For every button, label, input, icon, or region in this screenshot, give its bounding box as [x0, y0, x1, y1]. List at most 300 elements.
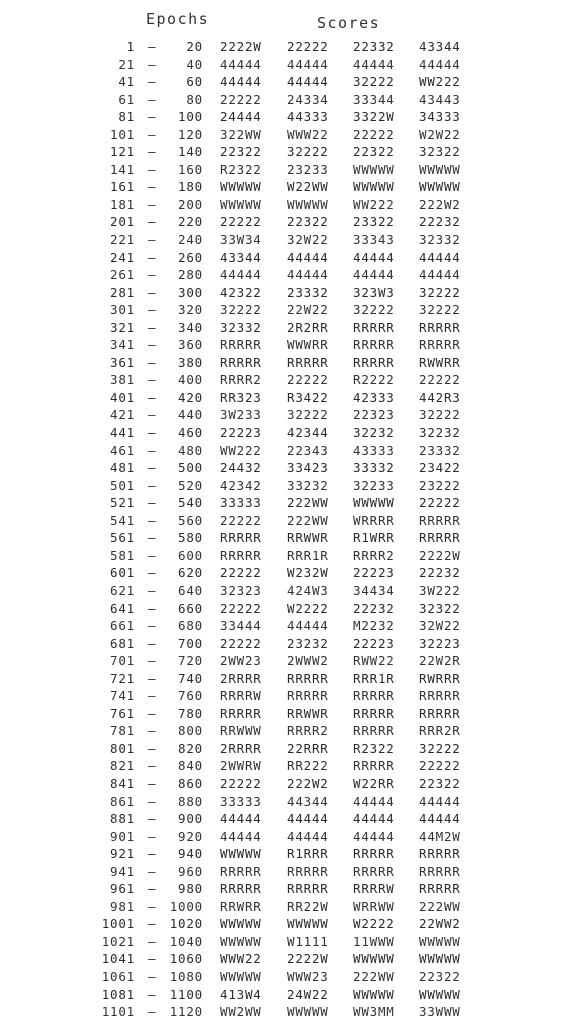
- table-row: [0, 319, 575, 337]
- score-cell: RRRRR: [419, 846, 461, 862]
- score-cell: 33423: [287, 460, 329, 476]
- score-cell: RRRR2: [287, 723, 329, 739]
- epoch-start: 761: [110, 705, 135, 721]
- epoch-end: 600: [178, 547, 203, 563]
- score-cell: 44444: [287, 267, 329, 283]
- score-cell: 22222: [353, 126, 395, 142]
- score-cell: WWWWW: [220, 933, 262, 949]
- epoch-start: 581: [110, 547, 135, 563]
- score-cell: W22RR: [353, 775, 395, 791]
- table-row: [0, 810, 575, 828]
- score-cell: W1111: [287, 933, 329, 949]
- epoch-end: 340: [178, 319, 203, 335]
- score-cell: RRWRR: [220, 898, 262, 914]
- score-cell: 32223: [419, 635, 461, 651]
- score-cell: 22222: [220, 635, 262, 651]
- epoch-end: 360: [178, 337, 203, 353]
- range-dash: –: [148, 1004, 157, 1020]
- epoch-end: 980: [178, 881, 203, 897]
- range-dash: –: [148, 319, 157, 335]
- epoch-start: 121: [110, 144, 135, 160]
- epoch-end: 300: [178, 284, 203, 300]
- range-dash: –: [148, 863, 157, 879]
- score-cell: 3322W: [353, 109, 395, 125]
- epoch-end: 500: [178, 460, 203, 476]
- epoch-start: 961: [110, 881, 135, 897]
- score-cell: RRWWR: [287, 705, 329, 721]
- epoch-start: 1101: [101, 1004, 135, 1020]
- score-cell: WRRWW: [353, 898, 395, 914]
- table-row: [0, 38, 575, 56]
- epoch-start: 461: [110, 442, 135, 458]
- score-cell: 22222: [220, 91, 262, 107]
- score-cell: RRRRR: [419, 337, 461, 353]
- score-cell: 22WW2: [419, 916, 461, 932]
- scores-header: Scores: [317, 14, 381, 32]
- epoch-end: 420: [178, 389, 203, 405]
- range-dash: –: [148, 530, 157, 546]
- score-cell: 44444: [287, 74, 329, 90]
- score-cell: RRRRR: [220, 705, 262, 721]
- epoch-start: 261: [110, 267, 135, 283]
- score-cell: 44444: [419, 267, 461, 283]
- score-cell: 32332: [419, 232, 461, 248]
- epoch-start: 221: [110, 232, 135, 248]
- score-cell: WWWWW: [419, 986, 461, 1002]
- score-cell: 222WW: [353, 968, 395, 984]
- epoch-end: 120: [178, 126, 203, 142]
- score-cell: 222WW: [419, 898, 461, 914]
- score-cell: WW222: [353, 196, 395, 212]
- range-dash: –: [148, 758, 157, 774]
- range-dash: –: [148, 249, 157, 265]
- epoch-end: 580: [178, 530, 203, 546]
- table-row: [0, 284, 575, 302]
- epoch-start: 1061: [101, 968, 135, 984]
- score-cell: RRRRR: [220, 881, 262, 897]
- epoch-start: 321: [110, 319, 135, 335]
- epoch-start: 401: [110, 389, 135, 405]
- epoch-start: 341: [110, 337, 135, 353]
- table-row: [0, 529, 575, 547]
- range-dash: –: [148, 477, 157, 493]
- epoch-start: 841: [110, 775, 135, 791]
- table-row: [0, 652, 575, 670]
- score-cell: W232W: [287, 565, 329, 581]
- range-dash: –: [148, 284, 157, 300]
- range-dash: –: [148, 232, 157, 248]
- epoch-end: 20: [186, 39, 203, 54]
- score-cell: WWWWW: [220, 196, 262, 212]
- score-cell: 42322: [220, 284, 262, 300]
- epoch-start: 721: [110, 670, 135, 686]
- score-cell: 2R2RR: [287, 319, 329, 335]
- table-row: [0, 617, 575, 635]
- table-row: [0, 354, 575, 372]
- range-dash: –: [148, 389, 157, 405]
- range-dash: –: [148, 565, 157, 581]
- score-cell: 44444: [419, 793, 461, 809]
- range-dash: –: [148, 670, 157, 686]
- epoch-end: 180: [178, 179, 203, 195]
- range-dash: –: [148, 179, 157, 195]
- score-cell: 3W233: [220, 407, 262, 423]
- score-cell: WWWWW: [353, 495, 395, 511]
- range-dash: –: [148, 600, 157, 616]
- score-cell: RRRRR: [287, 881, 329, 897]
- score-cell: 22232: [419, 214, 461, 230]
- score-cell: RRRRR: [353, 319, 395, 335]
- epoch-end: 920: [178, 828, 203, 844]
- score-cell: RRRRR: [353, 688, 395, 704]
- score-cell: WW222: [220, 442, 262, 458]
- range-dash: –: [148, 372, 157, 388]
- table-row: [0, 582, 575, 600]
- score-cell: 22222: [287, 372, 329, 388]
- epoch-end: 1120: [169, 1004, 203, 1020]
- score-cell: 44444: [287, 618, 329, 634]
- score-cell: 22222: [220, 512, 262, 528]
- score-cell: 22222: [220, 600, 262, 616]
- score-cell: 32222: [419, 284, 461, 300]
- range-dash: –: [148, 302, 157, 318]
- range-dash: –: [148, 495, 157, 511]
- score-cell: 44444: [353, 249, 395, 265]
- range-dash: –: [148, 267, 157, 283]
- score-cell: 43344: [220, 249, 262, 265]
- score-cell: 44444: [287, 249, 329, 265]
- score-cell: WWWWW: [353, 161, 395, 177]
- epoch-end: 240: [178, 232, 203, 248]
- score-cell: WWWWW: [287, 1004, 329, 1020]
- epoch-end: 620: [178, 565, 203, 581]
- epoch-start: 241: [110, 249, 135, 265]
- epoch-end: 940: [178, 846, 203, 862]
- epoch-end: 780: [178, 705, 203, 721]
- score-cell: 2222W: [220, 39, 262, 54]
- score-cell: 222WW: [287, 495, 329, 511]
- score-cell: 44444: [419, 811, 461, 827]
- score-cell: RWW22: [353, 653, 395, 669]
- score-cell: R1RRR: [287, 846, 329, 862]
- score-cell: 44333: [287, 109, 329, 125]
- epoch-end: 900: [178, 811, 203, 827]
- range-dash: –: [148, 740, 157, 756]
- epoch-start: 61: [118, 91, 135, 107]
- table-row: [0, 477, 575, 495]
- score-cell: WWWWW: [353, 179, 395, 195]
- score-cell: 44444: [419, 56, 461, 72]
- epoch-end: 440: [178, 407, 203, 423]
- range-dash: –: [148, 705, 157, 721]
- score-cell: 22222: [220, 565, 262, 581]
- table-row: [0, 1003, 575, 1021]
- score-cell: 22222: [220, 214, 262, 230]
- range-dash: –: [148, 74, 157, 90]
- score-cell: 413W4: [220, 986, 262, 1002]
- score-cell: 32322: [419, 144, 461, 160]
- range-dash: –: [148, 460, 157, 476]
- range-dash: –: [148, 91, 157, 107]
- score-cell: 23232: [287, 635, 329, 651]
- score-cell: 22RRR: [287, 740, 329, 756]
- score-cell: 22322: [419, 968, 461, 984]
- score-cell: RRRRR: [419, 688, 461, 704]
- score-cell: RRRRR: [419, 512, 461, 528]
- score-cell: 42333: [353, 389, 395, 405]
- epoch-end: 660: [178, 600, 203, 616]
- epoch-end: 460: [178, 425, 203, 441]
- epoch-start: 801: [110, 740, 135, 756]
- epoch-start: 381: [110, 372, 135, 388]
- epoch-end: 100: [178, 109, 203, 125]
- score-cell: RRRRR: [419, 705, 461, 721]
- score-cell: 33344: [353, 91, 395, 107]
- score-cell: 323W3: [353, 284, 395, 300]
- epoch-end: 1000: [169, 898, 203, 914]
- score-cell: WWWWW: [287, 916, 329, 932]
- range-dash: –: [148, 56, 157, 72]
- epoch-end: 320: [178, 302, 203, 318]
- table-row: [0, 722, 575, 740]
- score-cell: RRRRR: [353, 705, 395, 721]
- score-cell: 22332: [353, 39, 395, 54]
- score-cell: 22322: [220, 144, 262, 160]
- epoch-end: 280: [178, 267, 203, 283]
- range-dash: –: [148, 547, 157, 563]
- epoch-start: 821: [110, 758, 135, 774]
- score-cell: 22322: [287, 214, 329, 230]
- score-cell: RR323: [220, 389, 262, 405]
- score-cell: R2322: [220, 161, 262, 177]
- table-row: [0, 336, 575, 354]
- score-cell: RRRRR: [419, 530, 461, 546]
- epoch-start: 101: [110, 126, 135, 142]
- score-cell: 44444: [220, 74, 262, 90]
- score-cell: 22222: [220, 775, 262, 791]
- range-dash: –: [148, 618, 157, 634]
- table-row: [0, 91, 575, 109]
- epoch-end: 680: [178, 618, 203, 634]
- range-dash: –: [148, 39, 157, 54]
- score-cell: 32322: [419, 600, 461, 616]
- score-cell: 22343: [287, 442, 329, 458]
- range-dash: –: [148, 214, 157, 230]
- epoch-end: 760: [178, 688, 203, 704]
- epoch-end: 380: [178, 354, 203, 370]
- range-dash: –: [148, 109, 157, 125]
- score-cell: 2WWW2: [287, 653, 329, 669]
- table-row: [0, 371, 575, 389]
- score-cell: 32332: [220, 319, 262, 335]
- range-dash: –: [148, 196, 157, 212]
- score-cell: RRRRW: [353, 881, 395, 897]
- epoch-start: 1001: [101, 916, 135, 932]
- score-cell: 22W22: [287, 302, 329, 318]
- epoch-start: 1021: [101, 933, 135, 949]
- score-cell: RRRRR: [287, 670, 329, 686]
- table-row: [0, 793, 575, 811]
- score-cell: 22223: [220, 425, 262, 441]
- score-cell: 24444: [220, 109, 262, 125]
- epoch-start: 201: [110, 214, 135, 230]
- score-cell: 44444: [287, 56, 329, 72]
- score-cell: 33W34: [220, 232, 262, 248]
- range-dash: –: [148, 442, 157, 458]
- score-cell: WWWWW: [419, 951, 461, 967]
- score-cell: RRRRR: [287, 354, 329, 370]
- score-cell: RRRRR: [353, 758, 395, 774]
- score-cell: 32222: [353, 302, 395, 318]
- epoch-start: 41: [118, 74, 135, 90]
- range-dash: –: [148, 653, 157, 669]
- table-row: [0, 775, 575, 793]
- epoch-end: 720: [178, 653, 203, 669]
- score-cell: WWWWW: [220, 968, 262, 984]
- score-cell: 11WWW: [353, 933, 395, 949]
- score-cell: 43344: [419, 39, 461, 54]
- score-cell: W22WW: [287, 179, 329, 195]
- epoch-start: 421: [110, 407, 135, 423]
- score-cell: 44444: [220, 811, 262, 827]
- score-cell: 24W22: [287, 986, 329, 1002]
- score-cell: WW3MM: [353, 1004, 395, 1020]
- score-cell: 2WW23: [220, 653, 262, 669]
- score-cell: RR222: [287, 758, 329, 774]
- epoch-start: 521: [110, 495, 135, 511]
- score-cell: WW222: [419, 74, 461, 90]
- score-cell: WWWWW: [287, 196, 329, 212]
- range-dash: –: [148, 881, 157, 897]
- range-dash: –: [148, 793, 157, 809]
- range-dash: –: [148, 811, 157, 827]
- score-cell: 22222: [287, 39, 329, 54]
- table-row: [0, 564, 575, 582]
- epoch-start: 781: [110, 723, 135, 739]
- epoch-start: 501: [110, 477, 135, 493]
- table-row: [0, 406, 575, 424]
- score-cell: 44444: [353, 267, 395, 283]
- epoch-end: 960: [178, 863, 203, 879]
- table-row: [0, 950, 575, 968]
- score-cell: 23222: [419, 477, 461, 493]
- epoch-end: 1020: [169, 916, 203, 932]
- score-cell: 42342: [220, 477, 262, 493]
- score-table: [0, 38, 575, 1021]
- score-cell: 22322: [353, 144, 395, 160]
- range-dash: –: [148, 126, 157, 142]
- epoch-start: 481: [110, 460, 135, 476]
- table-row: [0, 108, 575, 126]
- score-cell: RWWRR: [419, 354, 461, 370]
- score-cell: 44444: [419, 249, 461, 265]
- range-dash: –: [148, 407, 157, 423]
- table-row: [0, 56, 575, 74]
- epoch-start: 641: [110, 600, 135, 616]
- table-row: [0, 635, 575, 653]
- range-dash: –: [148, 723, 157, 739]
- score-cell: WWWWW: [220, 916, 262, 932]
- score-cell: 33232: [287, 477, 329, 493]
- epoch-end: 1100: [169, 986, 203, 1002]
- score-cell: RRRRR: [353, 354, 395, 370]
- score-cell: 33333: [220, 793, 262, 809]
- range-dash: –: [148, 425, 157, 441]
- score-cell: 44M2W: [419, 828, 461, 844]
- score-cell: 32233: [353, 477, 395, 493]
- table-row: [0, 898, 575, 916]
- table-row: [0, 389, 575, 407]
- score-cell: 2RRRR: [220, 740, 262, 756]
- epoch-start: 281: [110, 284, 135, 300]
- score-cell: RR22W: [287, 898, 329, 914]
- score-cell: 322WW: [220, 126, 262, 142]
- score-cell: 23422: [419, 460, 461, 476]
- range-dash: –: [148, 635, 157, 651]
- table-row: [0, 687, 575, 705]
- range-dash: –: [148, 582, 157, 598]
- epoch-start: 1041: [101, 951, 135, 967]
- score-cell: 222W2: [287, 775, 329, 791]
- score-cell: 32W22: [419, 618, 461, 634]
- score-cell: 33332: [353, 460, 395, 476]
- range-dash: –: [148, 846, 157, 862]
- table-row: [0, 73, 575, 91]
- score-cell: 22222: [419, 495, 461, 511]
- table-row: [0, 143, 575, 161]
- score-cell: R1WRR: [353, 530, 395, 546]
- score-cell: 32W22: [287, 232, 329, 248]
- score-cell: 23332: [419, 442, 461, 458]
- epoch-end: 700: [178, 635, 203, 651]
- table-row: [0, 757, 575, 775]
- score-cell: RRRRR: [287, 688, 329, 704]
- table-row: [0, 670, 575, 688]
- score-cell: 44444: [220, 828, 262, 844]
- score-cell: 32323: [220, 582, 262, 598]
- epoch-start: 541: [110, 512, 135, 528]
- score-cell: 32222: [287, 407, 329, 423]
- score-cell: RRRRR: [419, 863, 461, 879]
- epochs-header: Epochs: [146, 10, 210, 28]
- score-cell: 33343: [353, 232, 395, 248]
- score-cell: 32232: [419, 425, 461, 441]
- epoch-start: 941: [110, 863, 135, 879]
- score-cell: 44444: [220, 267, 262, 283]
- epoch-end: 400: [178, 372, 203, 388]
- score-cell: 22223: [353, 565, 395, 581]
- score-cell: 22323: [353, 407, 395, 423]
- epoch-start: 601: [110, 565, 135, 581]
- score-cell: 32222: [419, 740, 461, 756]
- epoch-start: 1: [126, 39, 135, 54]
- score-cell: 22222: [419, 758, 461, 774]
- epoch-end: 560: [178, 512, 203, 528]
- score-cell: 44444: [353, 811, 395, 827]
- epoch-end: 1080: [169, 968, 203, 984]
- score-cell: 22223: [353, 635, 395, 651]
- epoch-start: 181: [110, 196, 135, 212]
- score-cell: WWWWW: [220, 179, 262, 195]
- score-cell: WW2WW: [220, 1004, 262, 1020]
- score-cell: 32222: [353, 74, 395, 90]
- score-cell: 44344: [287, 793, 329, 809]
- score-cell: 22322: [419, 775, 461, 791]
- score-cell: WWWWW: [220, 846, 262, 862]
- score-cell: 33333: [220, 495, 262, 511]
- score-cell: 23332: [287, 284, 329, 300]
- score-cell: 2222W: [287, 951, 329, 967]
